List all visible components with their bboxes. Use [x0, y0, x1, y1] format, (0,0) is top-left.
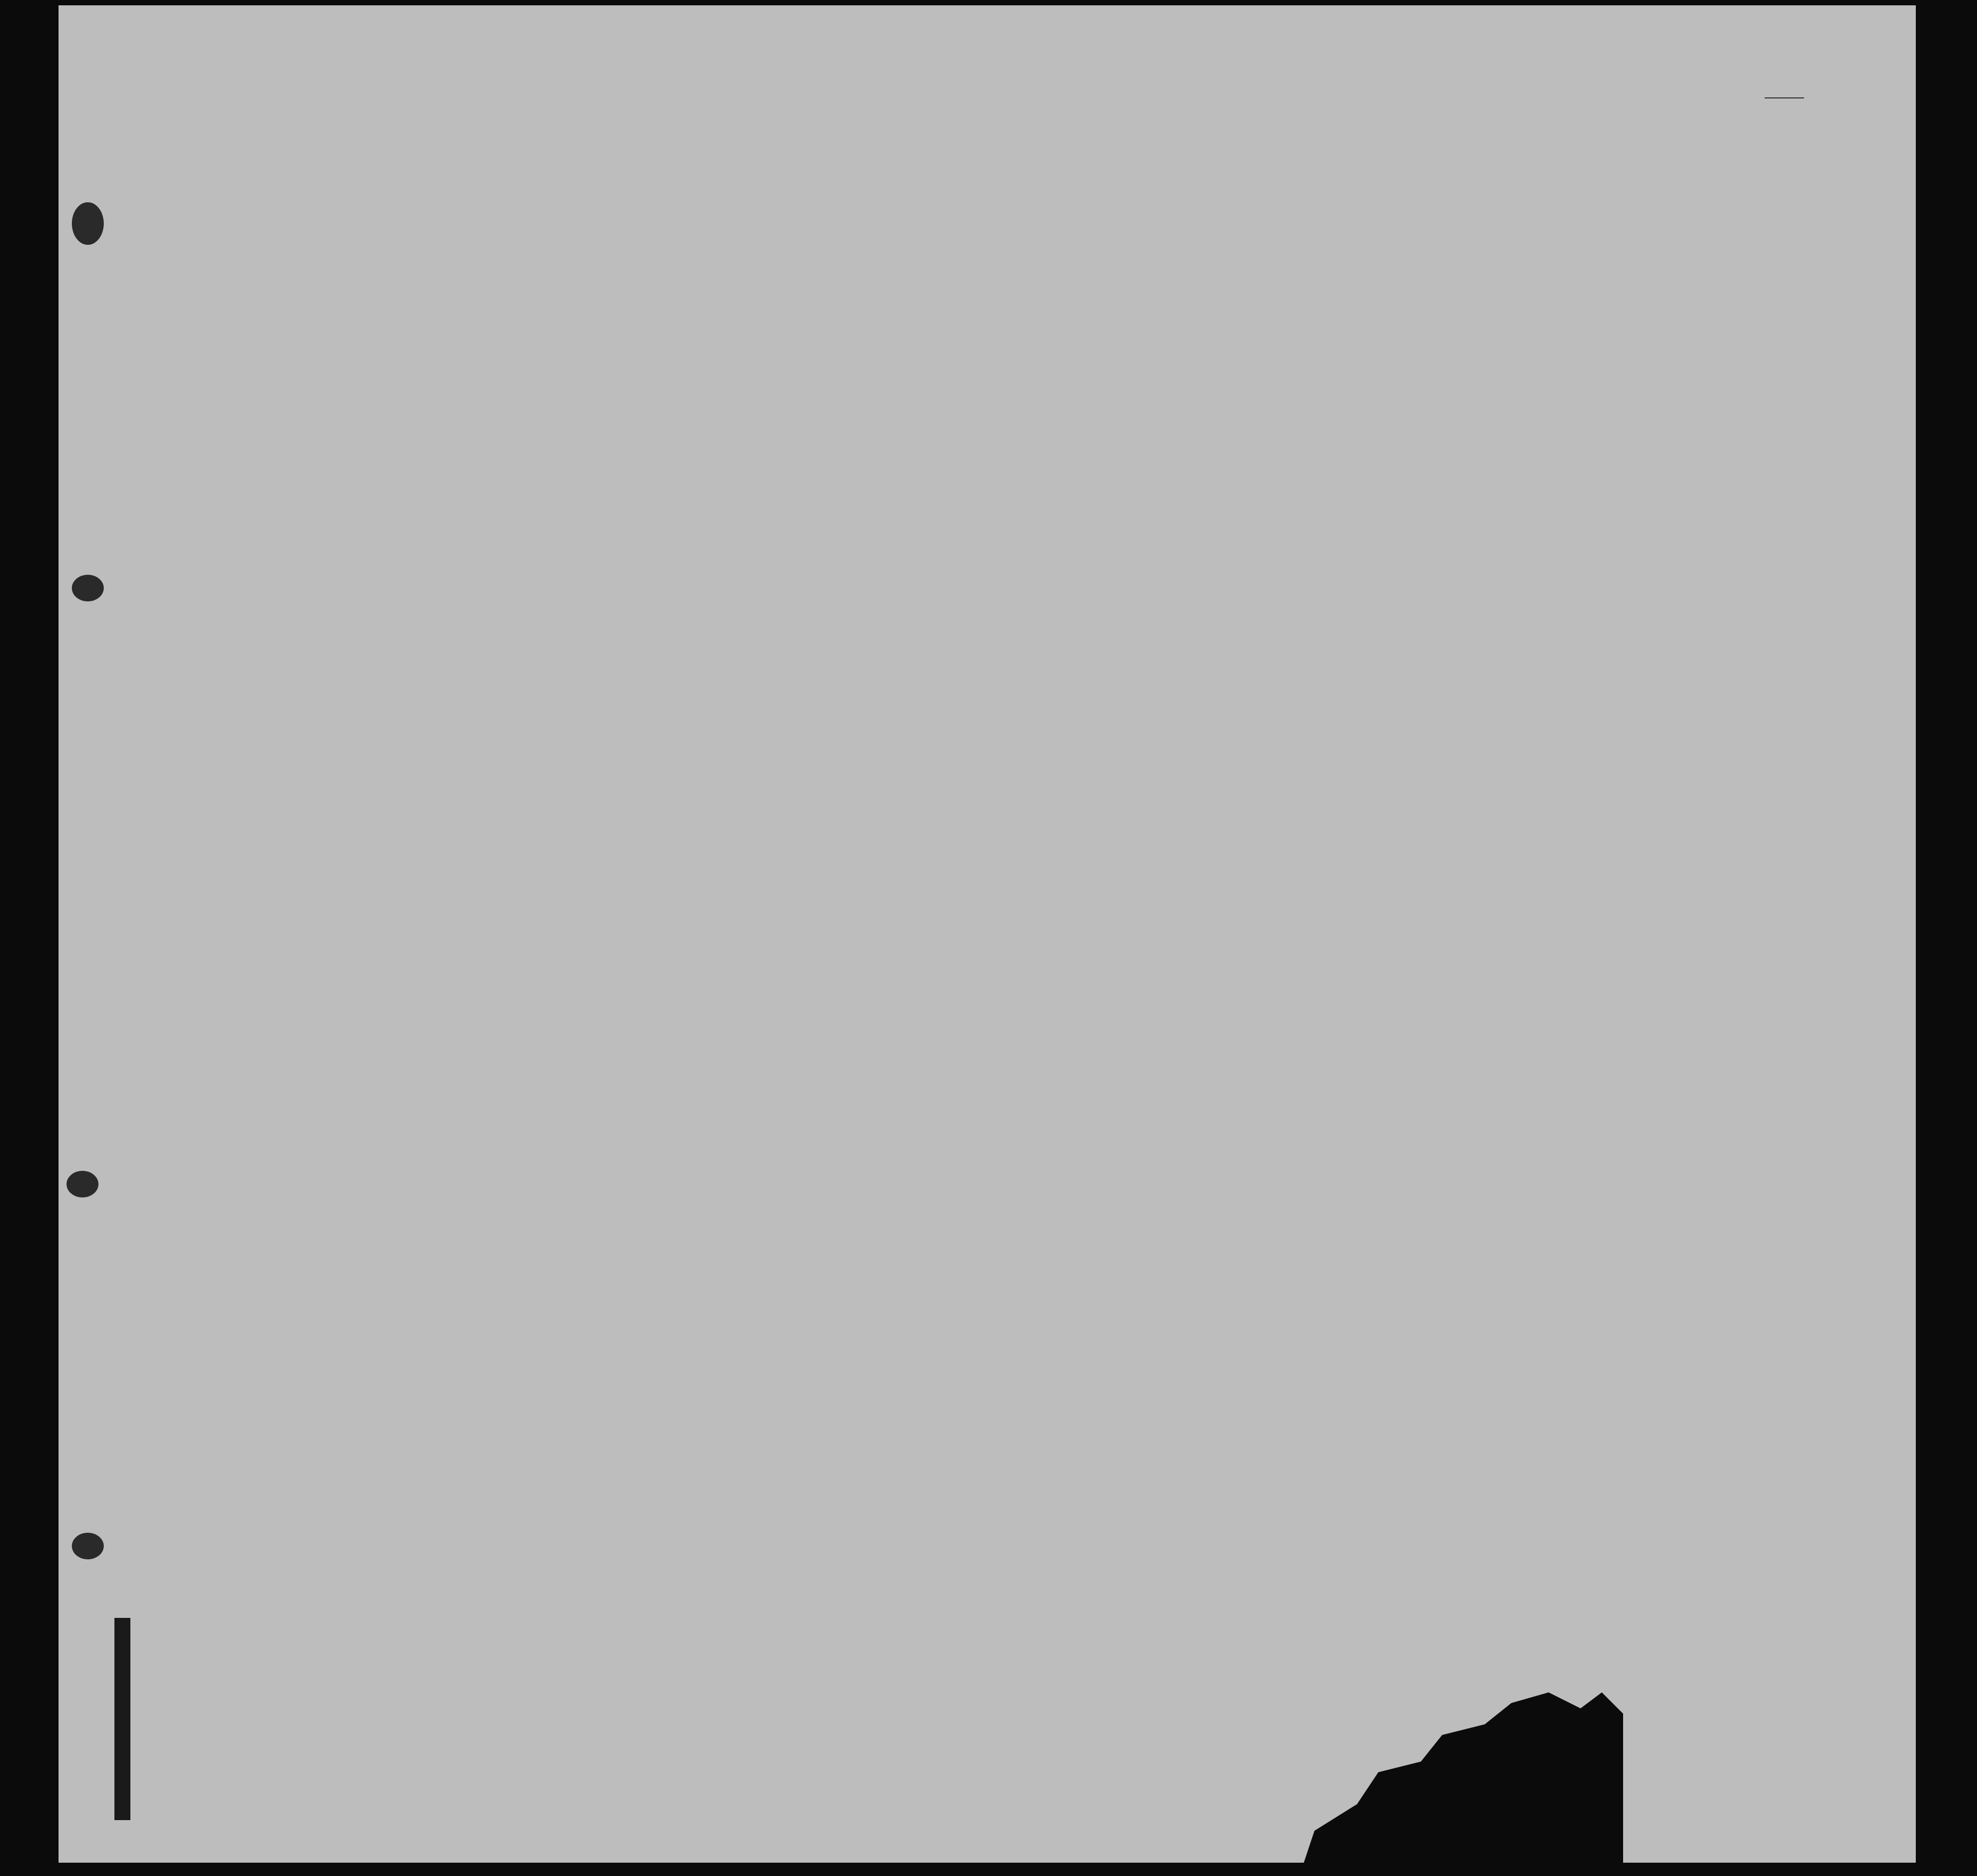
torn-corner — [1283, 1671, 1623, 1863]
binder-hole — [72, 202, 104, 245]
binding-strip — [114, 1618, 130, 1820]
binder-hole — [67, 1171, 98, 1197]
voyage-line — [59, 216, 1916, 247]
sheet-number — [1765, 80, 1804, 98]
manifest-sheet — [59, 5, 1916, 1863]
sheet-number-value — [1765, 80, 1804, 98]
table-grid — [59, 5, 1916, 1863]
binder-hole — [72, 575, 104, 601]
binder-hole — [72, 1533, 104, 1559]
